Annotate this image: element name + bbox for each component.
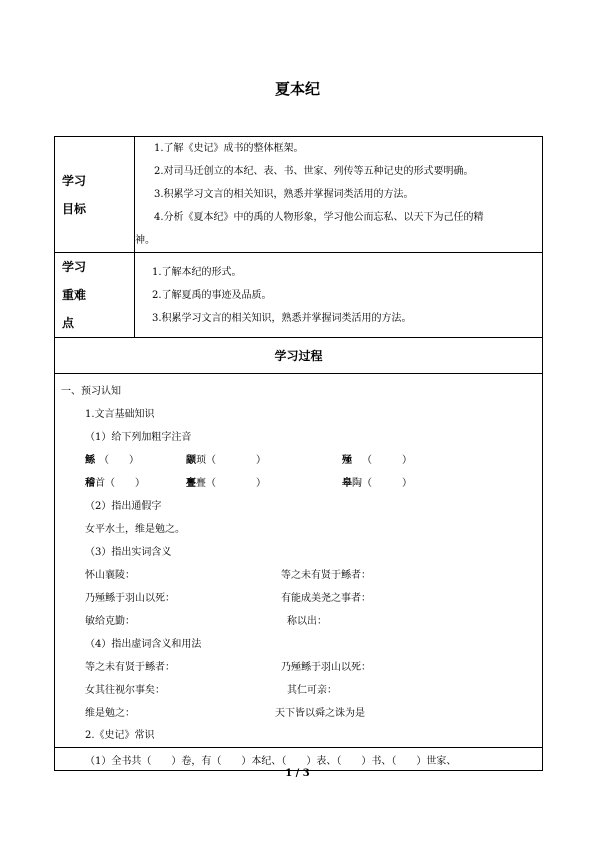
question: （2）指出通假字 (85, 501, 162, 512)
key-points-content (135, 253, 543, 338)
vocab-item: 敏给克勤： (85, 616, 135, 627)
bold-char: 鲧 (85, 455, 95, 466)
objectives-content (135, 137, 543, 253)
plain-char: 陶 (352, 478, 362, 489)
process-row (55, 374, 543, 748)
answer-blank: （ ） (99, 455, 139, 466)
bold-char: 皋 (342, 478, 352, 489)
question: （4）指出虚词含义和用法 (85, 639, 202, 650)
answer-blank: （ ） (206, 478, 266, 489)
process-content (55, 374, 543, 748)
page-number: 1 / 3 (285, 768, 310, 779)
function-word-item: 天下皆以舜之诛为是 (275, 708, 365, 719)
pinyin-item (342, 474, 412, 489)
answer-blank: （ ） (206, 455, 266, 466)
pinyin-item (186, 474, 266, 489)
question: （1）给下列加粗字注音 (85, 432, 192, 443)
vocab-item: 怀山襄陵： (85, 570, 135, 581)
pinyin-item (186, 451, 266, 466)
list-item: 3.积累学习文言的相关知识，熟悉并掌握词类活用的方法。 (154, 189, 414, 200)
vocab-item: 等之未有贤于鲧者： (281, 570, 371, 581)
label-line: 学习 (62, 260, 87, 274)
objectives-label (55, 137, 135, 253)
question: （3）指出实词含义 (85, 547, 172, 558)
bold-char: 殛 (342, 455, 352, 466)
answer-blank: （ ） (362, 478, 412, 489)
function-word-item: 女其往视尔事矣： (85, 685, 165, 696)
list-item-continuation: 神。 (135, 235, 155, 246)
bold-char: 颛 (186, 455, 196, 466)
page-title: 夏本纪 (274, 80, 320, 98)
question: （1）全书共（ ）卷，有（ ）本纪、（ ）表、（ ）书、（ ）世家、 (55, 748, 543, 771)
list-item: 4.分析《夏本纪》中的禹的人物形象，学习他公而忘私、以天下为己任的精 (154, 212, 484, 223)
list-item: 3.积累学习文言的相关知识，熟悉并掌握词类活用的方法。 (152, 312, 412, 324)
list-item: 1.了解《史记》成书的整体框架。 (154, 143, 304, 154)
bold-char: 稽 (85, 478, 95, 489)
plain-char: 顼 (196, 455, 206, 466)
key-points-row (55, 253, 543, 338)
list-item: 1.了解本纪的形式。 (152, 266, 242, 278)
subsection-heading: 1.文言基础知识 (85, 409, 155, 420)
study-table (54, 136, 543, 771)
pinyin-item (342, 451, 412, 466)
pinyin-item (85, 451, 139, 466)
function-word-item: 等之未有贤于鲧者： (85, 662, 175, 673)
process-heading: 学习过程 (55, 338, 543, 374)
answer-blank: （ ） (105, 478, 145, 489)
function-word-item: 乃殛鲧于羽山以死： (281, 662, 371, 673)
function-word-item: 维是勉之： (85, 708, 135, 719)
bold-char: 亹 (186, 478, 196, 489)
process-heading-row (55, 338, 543, 374)
label-line: 点 (62, 316, 75, 330)
plain-char: 首 (95, 478, 105, 489)
vocab-item: 有能成美尧之事者： (281, 593, 371, 604)
vocab-item: 称以出： (287, 616, 327, 627)
key-points-label (55, 253, 135, 338)
list-item: 2.对司马迁创立的本纪、表、书、世家、列传等五种记史的形式要明确。 (154, 166, 474, 177)
subsection-heading: 2.《史记》常识 (85, 730, 155, 741)
label-line: 目标 (62, 201, 87, 216)
answer-blank: （ ） (362, 455, 412, 466)
question-text: 女平水土，维是勉之。 (85, 524, 185, 535)
label-line: 学习 (62, 173, 87, 188)
label-line: 重难 (62, 288, 87, 302)
section-heading: 一、预习认知 (61, 386, 121, 397)
function-word-item: 其仁可亲： (287, 685, 337, 696)
vocab-item: 乃殛鲧于羽山以死： (85, 593, 175, 604)
objectives-row (55, 137, 543, 253)
plain-char: 亹 (196, 478, 206, 489)
pinyin-item (85, 474, 145, 489)
list-item: 2.了解夏禹的事迹及品质。 (152, 289, 272, 301)
